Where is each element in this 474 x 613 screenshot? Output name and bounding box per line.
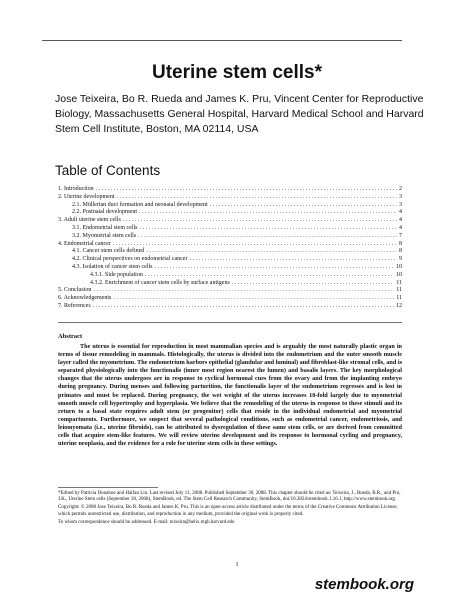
- toc-entry-title: 2.2. Postnatal development: [72, 209, 137, 216]
- page-number: 1: [235, 562, 239, 568]
- toc-entry-page: 4: [399, 209, 402, 216]
- footnote-correspondence: To whom correspondence should be addressed. E-mail: teixeira@helix.mgh.harvard.edu: [58, 519, 235, 525]
- toc-entry-title: 4.2. Clinical perspectives on endometrial cancer: [72, 256, 188, 263]
- toc-entry-title: 4.1. Cancer stem cells defined: [72, 248, 145, 255]
- toc-entry[interactable]: [58, 248, 402, 256]
- toc-leader-dots: [116, 194, 397, 202]
- toc-leader-dots: [93, 287, 394, 295]
- toc-entry-title: 2. Uterine development: [58, 193, 115, 200]
- toc-heading: Table of Contents: [55, 163, 161, 178]
- toc-entry-page: 3: [399, 193, 402, 200]
- toc-entry[interactable]: [58, 186, 402, 194]
- toc-entry-page: 8: [399, 248, 402, 255]
- header-rule: [42, 40, 402, 41]
- toc-leader-dots: [145, 272, 394, 280]
- toc-leader-dots: [138, 233, 397, 241]
- toc-entry[interactable]: [58, 272, 402, 280]
- toc-entry-page: 12: [396, 302, 402, 309]
- toc-entry[interactable]: [58, 280, 402, 288]
- toc-leader-dots: [210, 202, 397, 210]
- toc-leader-dots: [113, 295, 394, 303]
- toc-entry-title: 1. Introduction: [58, 186, 94, 192]
- footnote-copyright: Copyright: © 2008 Jose Teixeira, Bo R. Rueda and James K. Pru. This is an open-access article distributed under the terms of the Creative Commons Attribution License, which permits unrestricted use, distribution, and reproduction in any medium, provided the original work is properly cited.: [58, 505, 398, 517]
- toc-entry-page: 3: [399, 201, 402, 208]
- toc-entry[interactable]: [58, 264, 402, 272]
- toc-leader-dots: [123, 217, 397, 225]
- toc-entry[interactable]: [58, 233, 402, 241]
- toc-entry-title: 4.3. Isolation of cancer stem cells: [72, 263, 153, 270]
- abstract-label: Abstract: [58, 333, 83, 340]
- authors-affiliation: Jose Teixeira, Bo R. Rueda and James K. Pru, Vincent Center for Reproductive Biology, Massachusetts General Hospital, Harvard Medical School and Harvard Stem Cell Institute, Boston, MA 02114, USA: [55, 93, 424, 135]
- toc-entry-title: 4.3.1. Side population: [90, 271, 143, 278]
- toc-entry-page: 11: [396, 279, 402, 286]
- footnote-citation: *Edited by Patricia Donahoe and Haifan Lin. Last revised July 11, 2008. Published September 30, 2008. This chapter should be cited as: Teixeira, J., Rueda, B.R., and Pru, J.K., Uterine Stem cells (September 30, 2008), StemBook, ed. The Stem Cell Research Community, StemBook, doi/10.3824/stembook.1.16.1, http://www.stembook.org.: [58, 491, 401, 503]
- toc-leader-dots: [232, 280, 394, 288]
- toc-leader-dots: [146, 248, 397, 256]
- toc-divider: [58, 322, 402, 323]
- toc-leader-dots: [154, 264, 394, 272]
- toc-entry-page: 2: [399, 186, 402, 192]
- footnote-divider: [58, 487, 158, 488]
- toc-entry-page: 10: [396, 271, 402, 278]
- toc-entry[interactable]: [58, 209, 402, 217]
- toc-leader-dots: [93, 303, 394, 311]
- toc-entry-page: 4: [399, 224, 402, 231]
- toc-leader-dots: [139, 209, 397, 217]
- table-of-contents: [58, 186, 402, 311]
- toc-entry[interactable]: [58, 217, 402, 225]
- toc-entry-title: 4. Endometrial cancer: [58, 240, 111, 247]
- toc-entry-page: 7: [399, 232, 402, 239]
- toc-entry-page: 11: [396, 295, 402, 302]
- toc-entry[interactable]: [58, 202, 402, 210]
- toc-entry-page: 10: [396, 263, 402, 270]
- toc-entry-title: 3. Adult uterine stem cells: [58, 217, 121, 224]
- toc-entry-page: 8: [399, 240, 402, 247]
- toc-leader-dots: [113, 241, 397, 249]
- toc-entry-title: 2.1. Müllerian duct formation and neonatal development: [72, 201, 208, 208]
- toc-entry[interactable]: [58, 303, 402, 311]
- toc-entry-page: 11: [396, 287, 402, 294]
- toc-entry[interactable]: [58, 194, 402, 202]
- toc-entry-page: 9: [399, 256, 402, 263]
- toc-entry[interactable]: [58, 225, 402, 233]
- toc-entry-title: 3.1. Endometrial stem cells: [72, 224, 138, 231]
- toc-leader-dots: [189, 256, 397, 264]
- stembook-logo[interactable]: stembook.org: [314, 576, 414, 593]
- toc-entry[interactable]: [58, 287, 402, 295]
- toc-entry-title: 7. References: [58, 302, 91, 309]
- document-title: Uterine stem cells*: [151, 62, 323, 83]
- toc-entry-title: 5. Conclusion: [58, 287, 92, 294]
- footnotes: [58, 491, 402, 528]
- toc-entry-page: 4: [399, 217, 402, 224]
- toc-entry[interactable]: [58, 295, 402, 303]
- toc-leader-dots: [139, 225, 397, 233]
- toc-leader-dots: [96, 186, 397, 194]
- toc-entry[interactable]: [58, 256, 402, 264]
- toc-entry-title: 6. Acknowledgements: [58, 295, 112, 302]
- toc-entry-title: 3.2. Myometrial stem cells: [72, 232, 137, 239]
- abstract-body: The uterus is essential for reproduction in most mammalian species and is arguably the most naturally plastic organ in terms of tissue remodeling in mammals. Histologically, the uterus is divided into the endometrium and the outer smooth muscle layer called the myometrium. The endometrium harbors epithelial (glandular and luminal) and fibroblast-like stromal cells, and is separated physiologically into the functionalis (inner most region nearest the lumen) and basalis layers. The key morphological changes that the uterus undergoes are in response to cyclical hormonal cues from the ovary and from the implanting embryo during pregnancy. During menses and following parturition, the functionalis layer of the endometrium regresses and is lost in primates and must be replaced. During pregnancy, the wet weight of the uterus increases 10-fold largely due to myometrial smooth muscle cell hypertrophy and hyperplasia. We believe that the remodeling of the uterus in response to these stimuli and its return to a basal state requires adult stem (or progenitor) cells that reside in the individual endometrial and myometrial compartments. Furthermore, we suspect that several pathological conditions, such as endometrial cancer, endometriosis, and leiomyomata (i.e., uterine fibroids), can be attributed to dysregulation of these same stem cells, or are derived from committed cells that acquire stem-like features. We will review uterine development and its response to hormonal cycling and pregnancy, uterine neoplasia, and the evidence for a role for uterine stem cells in these settings.: [58, 343, 402, 448]
- toc-entry-title: 4.3.2. Enrichment of cancer stem cells by surface antigens: [90, 279, 230, 286]
